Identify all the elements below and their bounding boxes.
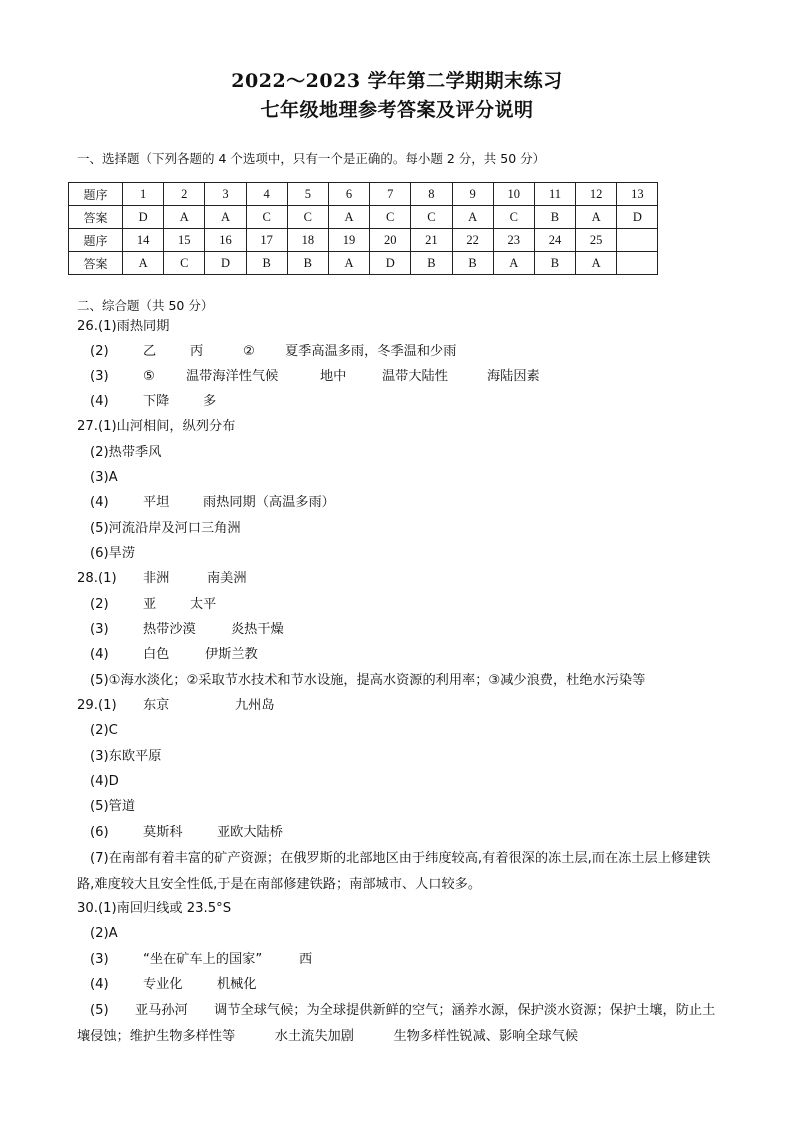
table-cell: [617, 229, 658, 252]
q29-line-7: (7)在南部有着丰富的矿产资源；在俄罗斯的北部地区由于纬度较高,有着很深的冻土层,而在冻土层上修建铁路,难度较大且安全性低,于是在南部修建铁路；南部城市、人口较多。: [77, 851, 711, 892]
table-cell: A: [493, 252, 534, 275]
q27-line-2: (2)热带季风: [90, 445, 162, 460]
q30-line-2: (2)A: [90, 926, 118, 941]
table-cell: 23: [493, 229, 534, 252]
table-cell: D: [617, 206, 658, 229]
table-cell: 25: [576, 229, 617, 252]
table-cell: 5: [287, 183, 328, 206]
table-cell: B: [246, 252, 287, 275]
title-line-2: 七年级地理参考答案及评分说明: [260, 99, 534, 121]
answer-row-2: [69, 252, 658, 275]
table-cell: C: [493, 206, 534, 229]
table-cell: 7: [370, 183, 411, 206]
table-cell: 13: [617, 183, 658, 206]
table-cell: 17: [246, 229, 287, 252]
table-cell: 10: [493, 183, 534, 206]
table-cell: D: [370, 252, 411, 275]
section-2-heading: 二、综合题（共 50 分）: [77, 298, 214, 313]
q28-line-4: (4) 白色 伊斯兰教: [90, 647, 258, 662]
table-cell: [617, 252, 658, 275]
q28-line-1: 28.(1) 非洲 南美洲: [77, 571, 247, 586]
row-label: 题序: [69, 183, 123, 206]
table-cell: A: [328, 206, 369, 229]
table-cell: 20: [370, 229, 411, 252]
table-cell: B: [534, 252, 575, 275]
q30-line-1: 30.(1)南回归线或 23.5°S: [77, 901, 232, 916]
q29-line-4: (4)D: [90, 774, 119, 789]
table-cell: A: [328, 252, 369, 275]
question-number-row-2: [69, 229, 658, 252]
table-cell: D: [205, 252, 246, 275]
table-cell: B: [452, 252, 493, 275]
table-cell: 15: [164, 229, 205, 252]
table-cell: C: [246, 206, 287, 229]
q30-line-4: (4) 专业化 机械化: [90, 977, 257, 992]
row-label: 答案: [69, 206, 123, 229]
table-cell: A: [452, 206, 493, 229]
q29-line-2: (2)C: [90, 723, 118, 738]
table-cell: A: [205, 206, 246, 229]
table-cell: 1: [123, 183, 164, 206]
q29-line-5: (5)管道: [90, 799, 136, 814]
table-cell: B: [287, 252, 328, 275]
q26-line-2: (2) 乙 丙 ② 夏季高温多雨，冬季温和少雨: [90, 344, 457, 359]
table-cell: A: [576, 252, 617, 275]
table-cell: C: [411, 206, 452, 229]
table-cell: 9: [452, 183, 493, 206]
q27-line-5: (5)河流沿岸及河口三角洲: [90, 521, 241, 536]
table-cell: 3: [205, 183, 246, 206]
q27-line-1: 27.(1)山河相间，纵列分布: [77, 419, 236, 434]
table-cell: 11: [534, 183, 575, 206]
table-cell: 12: [576, 183, 617, 206]
table-cell: 16: [205, 229, 246, 252]
title-line-1: 2022～2023 学年第二学期期末练习: [231, 70, 563, 92]
q29-line-3: (3)东欧平原: [90, 749, 162, 764]
question-number-row-1: [69, 183, 658, 206]
table-cell: 19: [328, 229, 369, 252]
table-cell: D: [123, 206, 164, 229]
row-label: 答案: [69, 252, 123, 275]
table-cell: B: [534, 206, 575, 229]
q30-line-3: (3) “坐在矿车上的国家” 西: [90, 952, 313, 967]
table-cell: 18: [287, 229, 328, 252]
table-cell: 4: [246, 183, 287, 206]
table-cell: A: [123, 252, 164, 275]
section-1-heading: 一、选择题（下列各题的 4 个选项中，只有一个是正确的。每小题 2 分，共 50 分）: [77, 151, 546, 166]
q28-line-2: (2) 亚 太平: [90, 597, 217, 612]
q26-line-1: 26.(1)雨热同期: [77, 319, 170, 334]
table-cell: 24: [534, 229, 575, 252]
q30-line-5: (5) 亚马孙河 调节全球气候；为全球提供新鲜的空气；涵养水源，保护淡水资源；保护土壤，防止土壤侵蚀；维护生物多样性等 水土流失加剧 生物多样性锐减、影响全球气候: [77, 1003, 716, 1044]
table-cell: B: [411, 252, 452, 275]
table-cell: C: [370, 206, 411, 229]
row-label: 题序: [69, 229, 123, 252]
table-cell: 6: [328, 183, 369, 206]
table-cell: A: [576, 206, 617, 229]
table-cell: 14: [123, 229, 164, 252]
answer-row-1: [69, 206, 658, 229]
table-cell: A: [164, 206, 205, 229]
table-cell: 2: [164, 183, 205, 206]
table-cell: 8: [411, 183, 452, 206]
q27-line-3: (3)A: [90, 470, 118, 485]
table-cell: C: [287, 206, 328, 229]
q27-line-6: (6)旱涝: [90, 546, 136, 561]
answer-table: [68, 182, 658, 275]
table-cell: C: [164, 252, 205, 275]
q29-line-6: (6) 莫斯科 亚欧大陆桥: [90, 825, 283, 840]
table-cell: 22: [452, 229, 493, 252]
q26-line-4: (4) 下降 多: [90, 394, 217, 409]
q29-line-1: 29.(1) 东京 九州岛: [77, 698, 275, 713]
q28-line-3: (3) 热带沙漠 炎热干燥: [90, 622, 284, 637]
q28-line-5: (5)①海水淡化；②采取节水技术和节水设施，提高水资源的利用率；③减少浪费，杜绝水污染等: [90, 673, 646, 688]
q26-line-3: (3) ⑤ 温带海洋性气候 地中 温带大陆性 海陆因素: [90, 369, 540, 384]
table-cell: 21: [411, 229, 452, 252]
q27-line-4: (4) 平坦 雨热同期（高温多雨）: [90, 495, 335, 510]
